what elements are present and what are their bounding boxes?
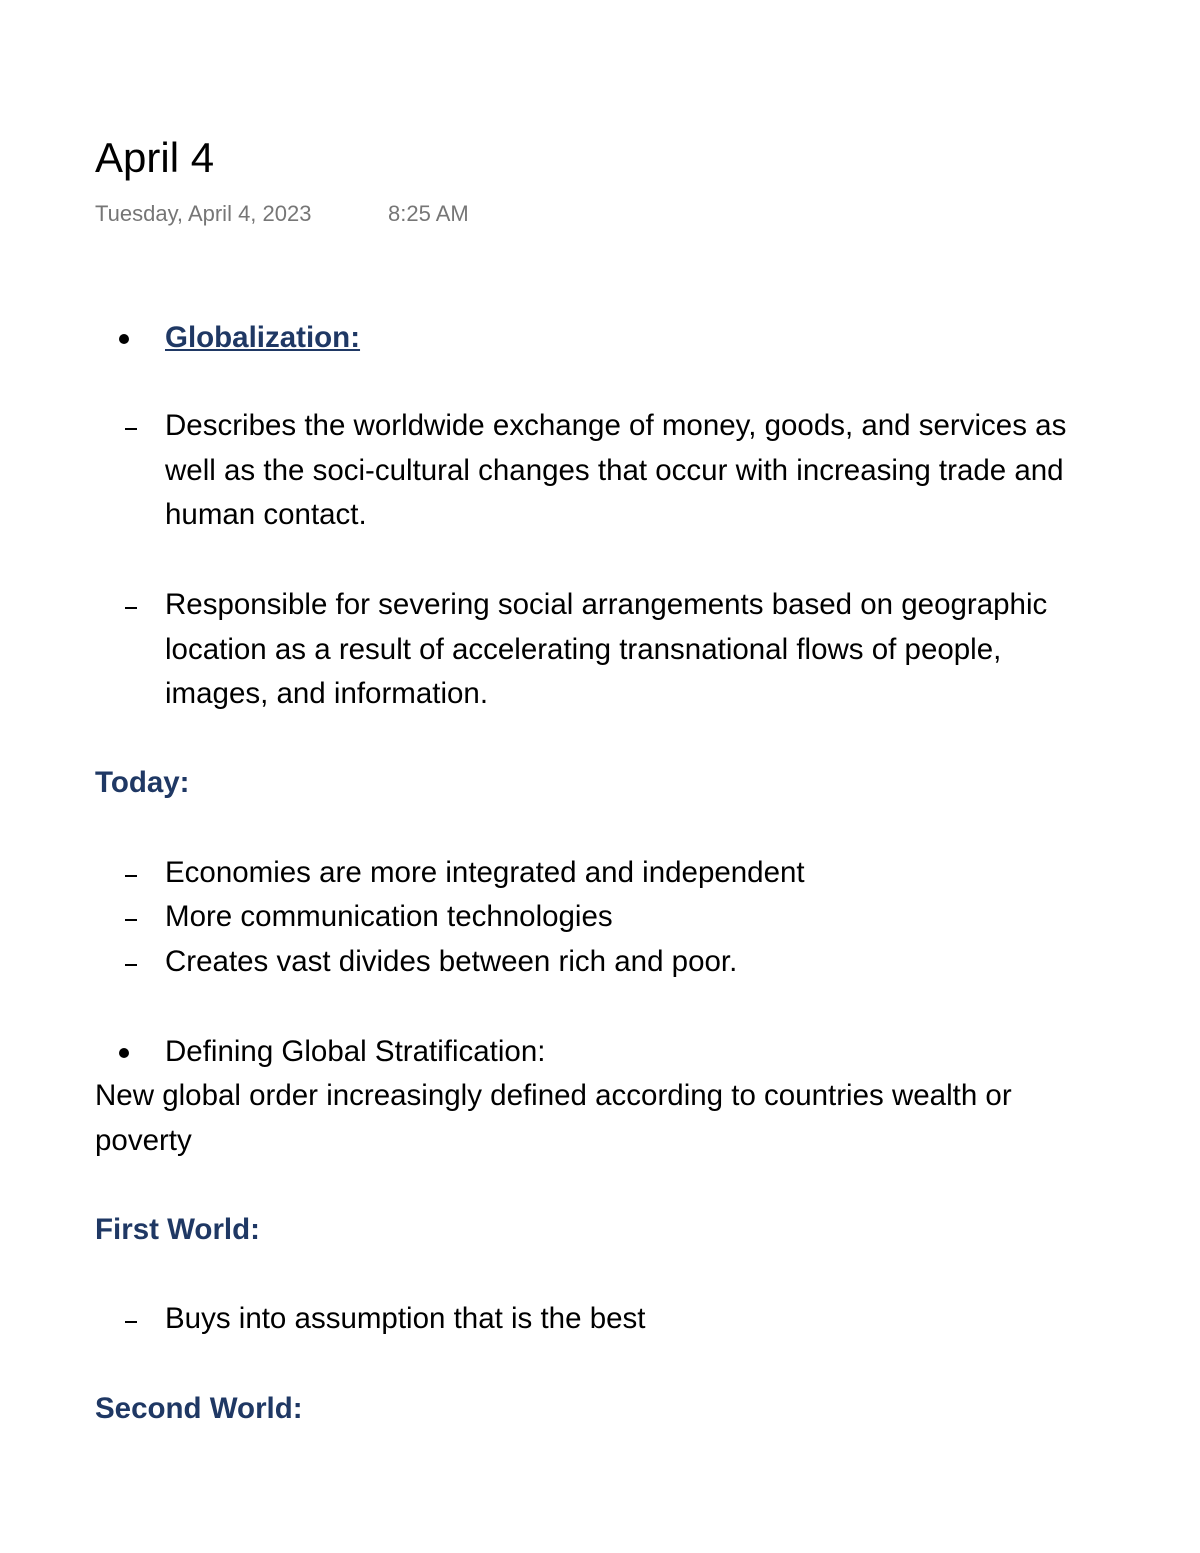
stratification-text <box>95 1074 1012 1163</box>
bullet-icon <box>119 334 129 344</box>
dash-icon <box>125 1321 137 1323</box>
list-item-text <box>165 583 1047 717</box>
list-item-text: Economies are more integrated and independent <box>165 856 805 889</box>
text-line: Responsible for severing social arrangements based on geographic <box>165 588 1048 621</box>
text-line: Describes the worldwide exchange of money, goods, and services as <box>165 409 1067 442</box>
globalization-item-2 <box>95 583 1195 717</box>
globalization-item-1 <box>95 404 1195 538</box>
first-world-heading: First World: <box>95 1213 260 1246</box>
stratification-heading: Defining Global Stratification: <box>165 1035 546 1068</box>
dash-icon <box>125 919 137 921</box>
dash-icon <box>125 964 137 966</box>
note-time: 8:25 AM <box>388 201 469 226</box>
note-date: Tuesday, April 4, 2023 <box>95 201 312 226</box>
text-line: New global order increasingly defined according to countries wealth or <box>95 1079 1012 1112</box>
dash-icon <box>125 428 137 430</box>
second-world-heading: Second World: <box>95 1392 303 1425</box>
dash-icon <box>125 875 137 877</box>
text-line: poverty <box>95 1123 192 1157</box>
list-item-text <box>165 404 1066 538</box>
text-line: human contact. <box>165 498 367 531</box>
text-line: well as the soci-cultural changes that occur with increasing trade and <box>165 453 1064 487</box>
bullet-icon <box>119 1048 129 1058</box>
dash-icon <box>125 607 137 609</box>
text-line: images, and information. <box>165 677 489 710</box>
list-item-text: More communication technologies <box>165 900 613 933</box>
note-meta <box>95 200 469 228</box>
list-item-text: Buys into assumption that is the best <box>165 1302 646 1335</box>
globalization-heading: Globalization: <box>165 321 361 354</box>
list-item-text: Creates vast divides between rich and poor. <box>165 945 738 978</box>
page-title: April 4 <box>95 134 215 181</box>
text-line: location as a result of accelerating transnational flows of people, <box>165 632 1002 666</box>
today-heading: Today: <box>95 766 190 799</box>
